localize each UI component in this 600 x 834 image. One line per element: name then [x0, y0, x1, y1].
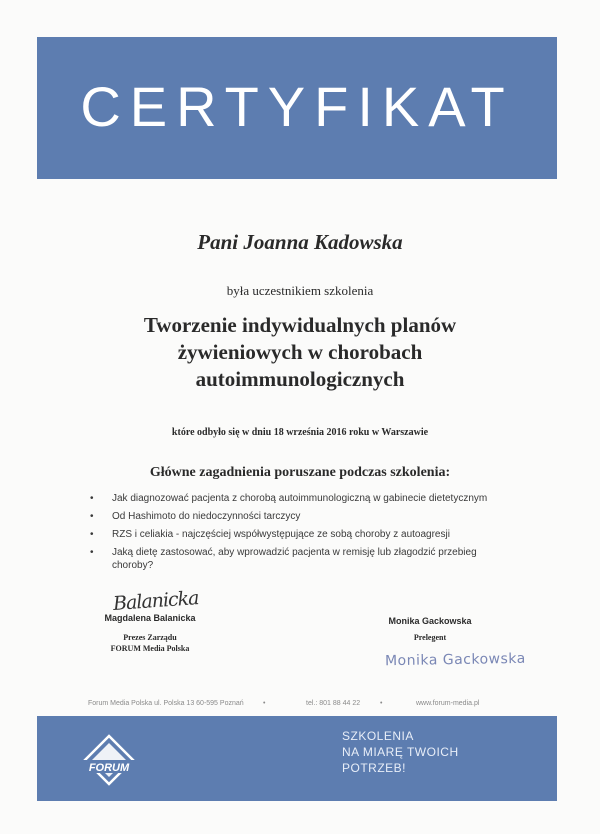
logo-text: FORUM [88, 762, 130, 774]
header-band [37, 37, 557, 179]
signature-balanicka: Balanicka [112, 587, 200, 615]
bullet-icon: • [90, 511, 94, 522]
list-item [90, 546, 520, 572]
bullet-icon: • [90, 529, 94, 540]
event-date-location: które odbyło się w dniu 18 września 2016 roku w Warszawie [171, 427, 429, 438]
training-title-line: Tworzenie indywidualnych planów [143, 313, 457, 337]
footer-band [37, 716, 557, 801]
signature-gackowska: Monika Gackowska [384, 650, 526, 670]
topics-heading: Główne zagadnienia poruszane podczas szkolenia: [149, 465, 451, 480]
bullet-icon: • [90, 547, 94, 558]
footer-website: www.forum-media.pl [416, 700, 480, 707]
topic-text: RZS i celiakia - najczęściej współwystępujące ze sobą choroby z autoagresji [112, 529, 450, 540]
signatory-name-left: Magdalena Balanicka [104, 613, 196, 623]
slogan-line: NA MIARĘ TWOICH [342, 745, 459, 759]
list-item [90, 492, 520, 505]
signatory-role-left [60, 632, 240, 654]
slogan-line: POTRZEB! [342, 761, 407, 775]
role-line: FORUM Media Polska [110, 644, 190, 653]
bullet-icon: • [90, 493, 94, 504]
forum-logo-icon [83, 734, 135, 788]
topic-text: Jak diagnozować pacjenta z chorobą autoimmunologiczną w gabinecie dietetycznym [112, 493, 488, 504]
training-title-line: żywieniowych w chorobach [177, 340, 423, 364]
role-line: Prezes Zarządu [123, 633, 177, 642]
signatory-name-right: Monika Gackowska [388, 616, 472, 626]
list-item [90, 510, 520, 523]
certificate-title: CERTYFIKAT [80, 75, 514, 138]
footer-address: Forum Media Polska ul. Polska 13 60-595 Poznań [88, 700, 244, 707]
slogan-line: SZKOLENIA [342, 729, 414, 743]
topics-list [90, 492, 520, 577]
footer-phone: tel.: 801 88 44 22 [306, 700, 361, 707]
signatory-role-right: Prelegent [413, 633, 447, 642]
participant-text: była uczestnikiem szkolenia [226, 283, 374, 298]
training-title-line: autoimmunologicznych [195, 367, 405, 391]
recipient-name: Pani Joanna Kadowska [197, 230, 403, 254]
training-title [0, 312, 600, 393]
list-item [90, 528, 520, 541]
footer-slogan [342, 728, 459, 776]
separator-dot: • [263, 700, 266, 707]
separator-dot: • [380, 700, 383, 707]
topic-text: Jaką dietę zastosować, aby wprowadzić pacjenta w remisję lub złagodzić przebieg choroby? [112, 547, 477, 571]
topic-text: Od Hashimoto do niedoczynności tarczycy [112, 511, 301, 522]
